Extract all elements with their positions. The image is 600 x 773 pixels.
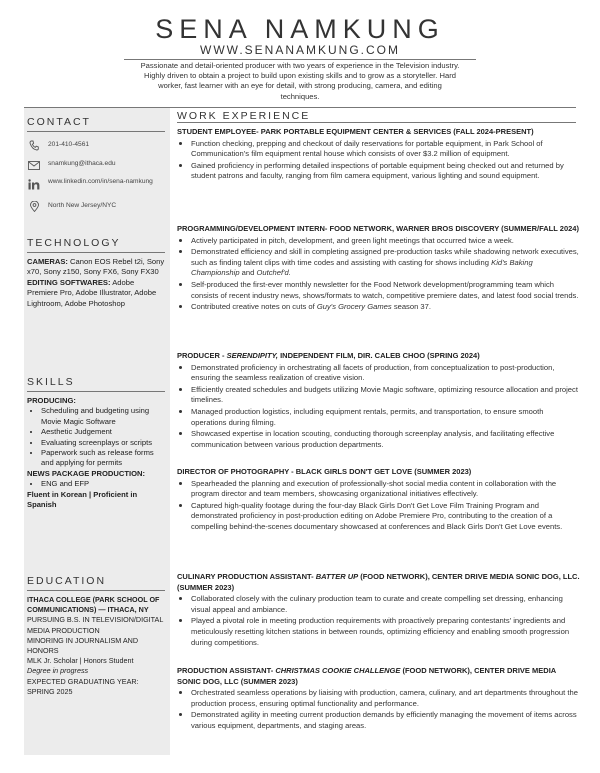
list-item: • Actively participated in pitch, development, and green light meetings that occurred twice a week. bbox=[191, 235, 580, 247]
job-entry bbox=[177, 467, 580, 533]
job-title: PROGRAMMING/DEVELOPMENT INTERN- FOOD NETWORK, WARNER BROS DISCOVERY (SUMMER/FALL 2024) bbox=[177, 224, 579, 233]
conjunction: and bbox=[241, 268, 255, 278]
job-entry bbox=[177, 224, 580, 313]
bullet-text: Contributed creative notes on cuts of bbox=[191, 302, 315, 312]
list-item: • Collaborated closely with the culinary production team to curate and create compelling set dressing, enhancing visual appeal and ambiance. bbox=[191, 593, 580, 615]
job-entry bbox=[177, 127, 580, 182]
show-title: Outchef'd. bbox=[256, 268, 291, 278]
phone-icon bbox=[27, 139, 41, 151]
work-experience-divider bbox=[177, 122, 576, 123]
job-bullets bbox=[177, 138, 580, 182]
work-experience-heading: WORK EXPERIENCE bbox=[177, 110, 311, 122]
contact-linkedin-row bbox=[27, 178, 167, 190]
contact-location: North New Jersey/NYC bbox=[48, 202, 117, 209]
news-label: NEWS PACKAGE PRODUCTION: bbox=[27, 468, 145, 478]
list-item: • Managed production logistics, including equipment rentals, permits, and transportation, to ensure smooth operations during filming. bbox=[191, 406, 580, 428]
skills-divider bbox=[27, 391, 165, 392]
job-entry bbox=[177, 666, 580, 732]
list-item: • Spearheaded the planning and execution of professionally-shot social media content in collaboration with the program director and team members, showcasing organizational initiatives effectively. bbox=[191, 478, 580, 500]
title-part: PRODUCTION ASSISTANT- bbox=[177, 666, 276, 675]
software-list: Adobe Premiere Pro, Adobe Illustrator, Adobe Lightroom, Adobe Photoshop bbox=[27, 277, 157, 308]
producing-label: PRODUCING: bbox=[27, 396, 76, 405]
degree-progress: Degree in progress bbox=[27, 666, 89, 676]
show-title: Guy's Grocery Games bbox=[316, 302, 392, 312]
honors: MLK Jr. Scholar | Honors Student bbox=[27, 656, 134, 666]
linkedin-icon bbox=[27, 178, 41, 190]
season-text: season 37. bbox=[393, 302, 431, 312]
list-item bbox=[191, 301, 580, 313]
website-link[interactable]: WWW.SENANAMKUNG.COM bbox=[200, 43, 400, 57]
bullet-text: Demonstrated efficiency and skill in completing assigned pre-production tasks while shadowing network executives, such as finding talent clips with time codes and assisting with casting for shows including bbox=[191, 247, 579, 267]
list-item: • Evaluating screenplays or scripts bbox=[41, 438, 167, 448]
list-item: • Played a pivotal role in meeting production requirements with proactively preparing contestants' ingredients and meticulously resetting kitchen stations in between rounds, optimizing efficiency and enabling smooth progression during competitions. bbox=[191, 615, 580, 648]
contact-location-row bbox=[27, 200, 167, 212]
envelope-icon bbox=[27, 159, 41, 171]
list-item: • Orchestrated seamless operations by liaising with production, camera, culinary, and art departments throughout the production process, ensuring optimal functionality and performance. bbox=[191, 687, 580, 709]
header-divider bbox=[124, 59, 476, 60]
candidate-name: SENA NAMKUNG bbox=[155, 14, 445, 44]
job-bullets bbox=[177, 593, 580, 648]
title-part: CHRISTMAS COOKIE CHALLENGE bbox=[275, 666, 401, 675]
cameras-list: Canon EOS Rebel t2i, Sony x70, Sony z150, Sony FX6, Sony FX30 bbox=[27, 257, 165, 277]
list-item: • Demonstrated agility in meeting current production demands by efficiently managing the movement of items across various equipment, departments, and staging areas. bbox=[191, 709, 580, 731]
location-pin-icon bbox=[27, 200, 41, 212]
school-name: ITHACA COLLEGE (PARK SCHOOL OF COMMUNICATIONS) — ITHACA, NY bbox=[27, 595, 160, 615]
list-item: • Gained proficiency in performing detailed inspections of portable equipment being checked out and returned by student patrons and faculty, ranging from film camera equipment, various lighting and sound equipment. bbox=[191, 160, 580, 182]
title-part: (FOOD NETWORK), CENTER DRIVE MEDIA SONIC DOG, LLC (SUMMER 2023) bbox=[177, 666, 556, 686]
contact-email[interactable]: snamkung@ithaca.edu bbox=[48, 160, 116, 167]
technology-details bbox=[27, 257, 167, 309]
news-list bbox=[27, 479, 167, 489]
list-item: • Scheduling and budgeting using Movie Magic Software bbox=[41, 406, 167, 427]
list-item: • Paperwork such as release forms and applying for permits bbox=[41, 448, 167, 469]
education-heading: EDUCATION bbox=[27, 575, 107, 587]
list-item: • Function checking, prepping and checkout of daily reservations for portable equipment, in Park School of Communication’s film equipment rental house which consists of over $3.2 million of equipment. bbox=[191, 138, 580, 160]
profile-summary: Passionate and detail-oriented producer with two years of experience in the Television industry. Highly driven to obtain a project to build upon existing skills and to grow as a storyteller. Hard worker, fast learner with an eye for detail, with strong producing, camera, and editing techniques. bbox=[140, 61, 460, 101]
job-title bbox=[177, 351, 580, 362]
job-title: STUDENT EMPLOYEE- PARK PORTABLE EQUIPMENT CENTER & SERVICES (FALL 2024-PRESENT) bbox=[177, 127, 534, 136]
expected-graduation: EXPECTED GRADUATING YEAR: SPRING 2025 bbox=[27, 676, 139, 696]
list-item: • Captured high-quality footage during the four-day Black Girls Don't Get Love Film Training Program and demonstrated proficiency in post-production editing on Adobe Premiere Pro, contributing to the creation of a compelling behind-the-scenes documentary showcased at conferences and Black Girls Don't Get Love events. bbox=[191, 500, 580, 533]
list-item bbox=[191, 246, 580, 279]
title-part: (FOOD NETWORK), CENTER DRIVE MEDIA SONIC DOG, LLC. (SUMMER 2023) bbox=[177, 572, 580, 592]
list-item: • Demonstrated proficiency in orchestrating all facets of production, from conceptualization to post-production, ensuring the seamless realization of creative vision. bbox=[191, 362, 580, 384]
job-title bbox=[177, 666, 580, 687]
contact-email-row bbox=[27, 159, 167, 171]
list-item: • ENG and EFP bbox=[41, 479, 167, 489]
technology-heading: TECHNOLOGY bbox=[27, 237, 121, 249]
producing-list bbox=[27, 406, 167, 468]
contact-linkedin[interactable]: www.linkedin.com/in/sena-namkung bbox=[48, 178, 153, 185]
show-title: Kid's Baking Championship bbox=[191, 257, 533, 278]
title-part: BATTER UP bbox=[315, 572, 359, 581]
minor: MINORING IN JOURNALISM AND HONORS bbox=[27, 635, 139, 656]
job-entry bbox=[177, 351, 580, 450]
cameras-label: CAMERAS: bbox=[27, 257, 68, 266]
job-bullets bbox=[177, 362, 580, 451]
list-item: • Showcased expertise in location scouting, conducting thorough screenplay analysis, and facilitating effective communication between various production departments. bbox=[191, 428, 580, 450]
technology-divider bbox=[27, 252, 165, 253]
job-title: DIRECTOR OF PHOTOGRAPHY - BLACK GIRLS DON'T GET LOVE (SUMMER 2023) bbox=[177, 467, 472, 476]
title-part: PRODUCER - bbox=[177, 351, 227, 360]
degree: PURSUING B.S. IN TELEVISION/DIGITAL MEDIA PRODUCTION bbox=[27, 615, 164, 635]
job-title bbox=[177, 572, 580, 593]
title-part: INDEPENDENT FILM, DIR. CALEB CHOO (SPRING 2024) bbox=[278, 351, 480, 360]
title-part: CULINARY PRODUCTION ASSISTANT- bbox=[177, 572, 316, 581]
skills-heading: SKILLS bbox=[27, 376, 75, 388]
contact-phone[interactable]: 201-410-4561 bbox=[48, 141, 90, 148]
contact-phone-row bbox=[27, 139, 167, 151]
contact-heading: CONTACT bbox=[27, 116, 91, 128]
education-details bbox=[27, 595, 167, 697]
job-bullets bbox=[177, 687, 580, 731]
job-bullets bbox=[177, 478, 580, 533]
job-bullets bbox=[177, 235, 580, 313]
list-item: • Efficiently created schedules and budgets utilizing Movie Magic software, optimizing resource allocation and project timelines. bbox=[191, 384, 580, 406]
list-item: • Self-produced the first-ever monthly newsletter for the Food Network development/programming team which consists of recent industry news, shows/formats to watch, competitive premiere dates, and latest food social trends. bbox=[191, 279, 580, 301]
title-part: SERENDIPITY, bbox=[226, 351, 278, 360]
education-divider bbox=[27, 590, 165, 591]
software-label: EDITING SOFTWARES: bbox=[27, 277, 111, 287]
skills-details bbox=[27, 396, 167, 510]
languages: Fluent in Korean | Proficient in Spanish bbox=[27, 489, 138, 510]
list-item: • Aesthetic Judgement bbox=[41, 427, 167, 437]
contact-divider bbox=[27, 131, 165, 132]
job-entry bbox=[177, 572, 580, 648]
